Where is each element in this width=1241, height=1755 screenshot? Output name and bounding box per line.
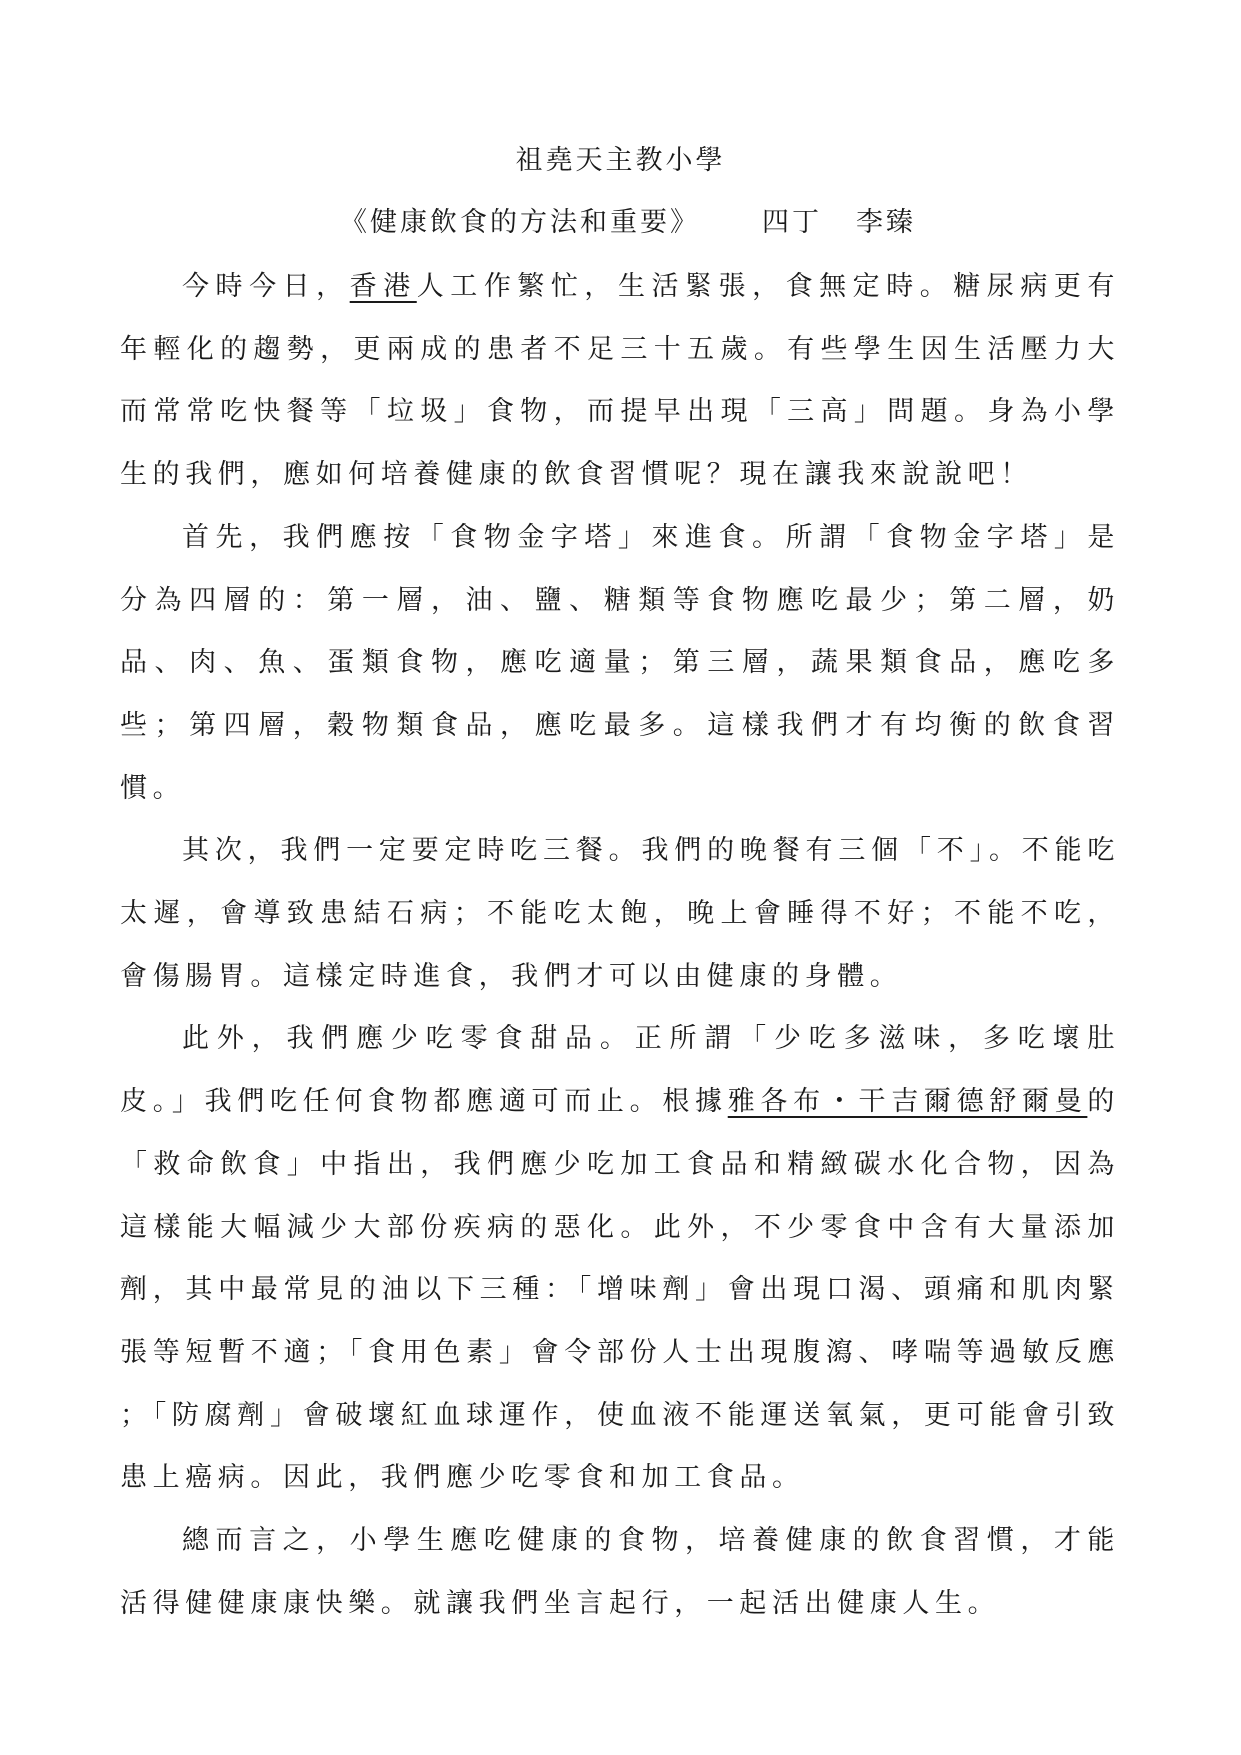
essay-heading: [340, 200, 1140, 239]
text-segment: 其次，我們一定要定時吃三餐。我們的晚餐有三個「不」。不能吃太遲，會導致患結石病；不能吃太飽，晚上會睡得不好；不能不吃，會傷腸胃。這樣定時進食，我們才可以由健康的身體。: [120, 835, 1120, 992]
essay-title: 《健康飲食的方法和重要》: [340, 207, 700, 238]
text-segment: 首先，我們應按「食物金字塔」來進食。所謂「食物金字塔」是分為四層的：第一層，油、鹽、糖類等食物應吃最少；第二層，奶品、肉、魚、蛋類食物，應吃適量；第三層，蔬果類食品，應吃多些；第四層，穀物類食品，應吃最多。這樣我們才有均衡的飲食習慣。: [120, 521, 1120, 804]
paragraph-intro: [120, 256, 1120, 507]
school-name: 祖堯天主教小學: [515, 145, 726, 176]
student-name: 李臻: [856, 207, 916, 238]
student-class: 四丁: [762, 207, 822, 238]
paragraph-conclusion: [120, 1510, 1120, 1635]
underlined-place-name: 香港: [349, 271, 417, 302]
paragraph-food-pyramid: [120, 507, 1120, 821]
text-segment: 的「救命飲食」中指出，我們應少吃加工食品和精緻碳水化合物，因為這樣能大幅減少大部份疾病的惡化。此外，不少零食中含有大量添加劑，其中最常見的油以下三種：「增味劑」會出現口渴、頭痛和肌肉緊張等短暫不適；「食用色素」會令部份人士出現腹瀉、哮喘等過敏反應 ；「防腐劑」會破壞紅血球運作，使血液不能運送氧氣，更可能會引致患上癌病。因此，我們應少吃零食和加工食品。: [120, 1086, 1120, 1494]
text-segment: 人工作繁忙，生活緊張，食無定時。糖尿病更有年輕化的趨勢，更兩成的患者不足三十五歲。有些學生因生活壓力大而常常吃快餐等「垃圾」食物，而提早出現「三高」問題。身為小學生的我們，應如何培養健康的飲食習慣呢？現在讓我來說說吧！: [120, 271, 1121, 491]
essay-body: [120, 256, 1120, 1635]
underlined-person-name: 雅各布・干吉爾德舒爾曼: [727, 1086, 1088, 1118]
paragraph-less-snacks: [120, 1008, 1120, 1510]
paragraph-regular-meals: [120, 820, 1120, 1008]
text-segment: 總而言之，小學生應吃健康的食物，培養健康的飲食習慣，才能活得健健康康快樂。就讓我們坐言起行，一起活出健康人生。: [120, 1525, 1120, 1619]
text-segment: 今時今日，: [182, 271, 350, 302]
text-segment: 此外，我們應少吃零食甜品。正所謂「少吃多滋味，多吃壞肚皮。」我們吃任何食物都應適可而止。根據: [120, 1023, 1120, 1118]
